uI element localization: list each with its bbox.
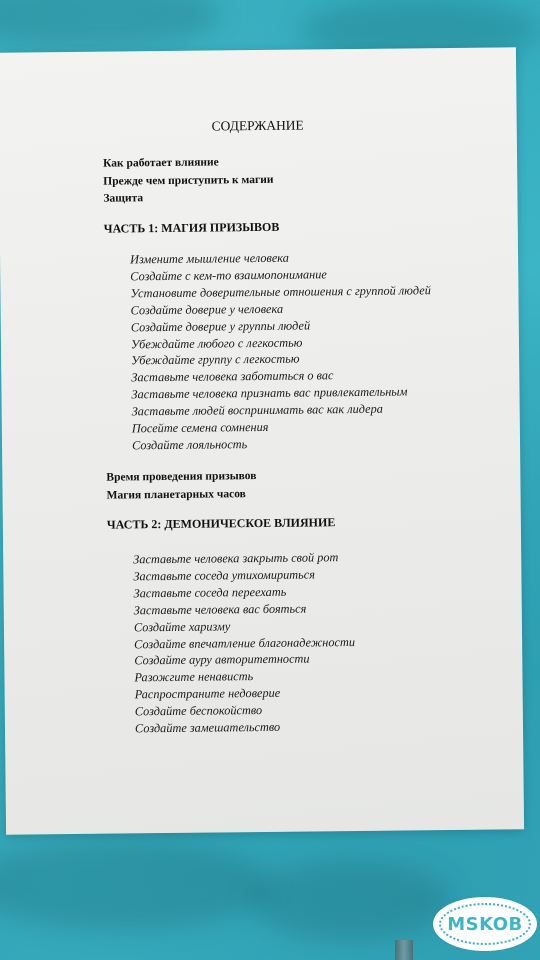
watermark-text: MSKOB xyxy=(447,913,523,935)
toc-item: Посейте семена сомнения xyxy=(131,419,269,436)
toc-item: Распространите недоверие xyxy=(134,686,281,702)
watermark-border xyxy=(439,903,531,945)
toc-item: Создайте доверие у человека xyxy=(130,301,284,318)
document-page xyxy=(0,47,524,834)
part2-heading: ЧАСТЬ 2: ДЕМОНИЧЕСКОЕ ВЛИЯНИЕ xyxy=(106,515,336,532)
toc-item: Создайте харизму xyxy=(133,618,231,634)
toc-item: Убеждайте группу с легкостью xyxy=(131,352,300,368)
toc-item: Создайте замешательство xyxy=(134,719,281,736)
toc-item: Создайте впечатление благонадежности xyxy=(134,634,356,651)
watermark-logo xyxy=(436,900,534,948)
toc-item: Как работает влияние xyxy=(103,156,219,170)
page-title: СОДЕРЖАНИЕ xyxy=(211,117,304,134)
toc-item: Магия планетарных часов xyxy=(106,487,246,502)
toc-item: Создайте ауру авторитетности xyxy=(134,651,310,668)
toc-item: Измените мышление человека xyxy=(130,250,289,267)
zipper-pull xyxy=(395,940,413,960)
toc-item: Создайте с кем-то взаимопонимание xyxy=(130,267,327,284)
toc-item: Время проведения призывов xyxy=(106,470,257,484)
toc-item: Убеждайте любого с легкостью xyxy=(130,335,303,351)
part1-heading: ЧАСТЬ 1: МАГИЯ ПРИЗЫВОВ xyxy=(103,219,280,236)
toc-item: Разожгите ненависть xyxy=(134,669,254,685)
toc-item: Заставьте человека признать вас привлекательным xyxy=(131,384,408,402)
fabric-fold xyxy=(0,0,220,50)
toc-item: Установите доверительные отношения с группой людей xyxy=(130,283,431,301)
toc-item: Прежде чем приступить к магии xyxy=(103,173,274,188)
part1-list xyxy=(130,248,433,454)
toc-item: Заставьте человека закрыть свой рот xyxy=(133,550,339,567)
toc-item: Заставьте человека заботиться о вас xyxy=(131,368,334,385)
intro-section xyxy=(103,154,274,208)
toc-item: Защита xyxy=(103,192,144,205)
toc-item: Заставьте людей воспринимать вас как лидера xyxy=(131,401,383,419)
toc-item: Заставьте соседа переехать xyxy=(133,584,287,601)
toc-item: Создайте лояльность xyxy=(131,437,248,453)
toc-item: Заставьте соседа утихомириться xyxy=(133,567,315,584)
fabric-fold xyxy=(0,840,270,930)
middle-section xyxy=(106,468,256,505)
toc-item: Заставьте человека вас бояться xyxy=(133,601,307,618)
toc-item: Создайте доверие у группы людей xyxy=(130,318,311,334)
fabric-fold xyxy=(250,860,450,940)
toc-item: Создайте беспокойство xyxy=(134,703,263,719)
part2-list xyxy=(133,549,356,737)
